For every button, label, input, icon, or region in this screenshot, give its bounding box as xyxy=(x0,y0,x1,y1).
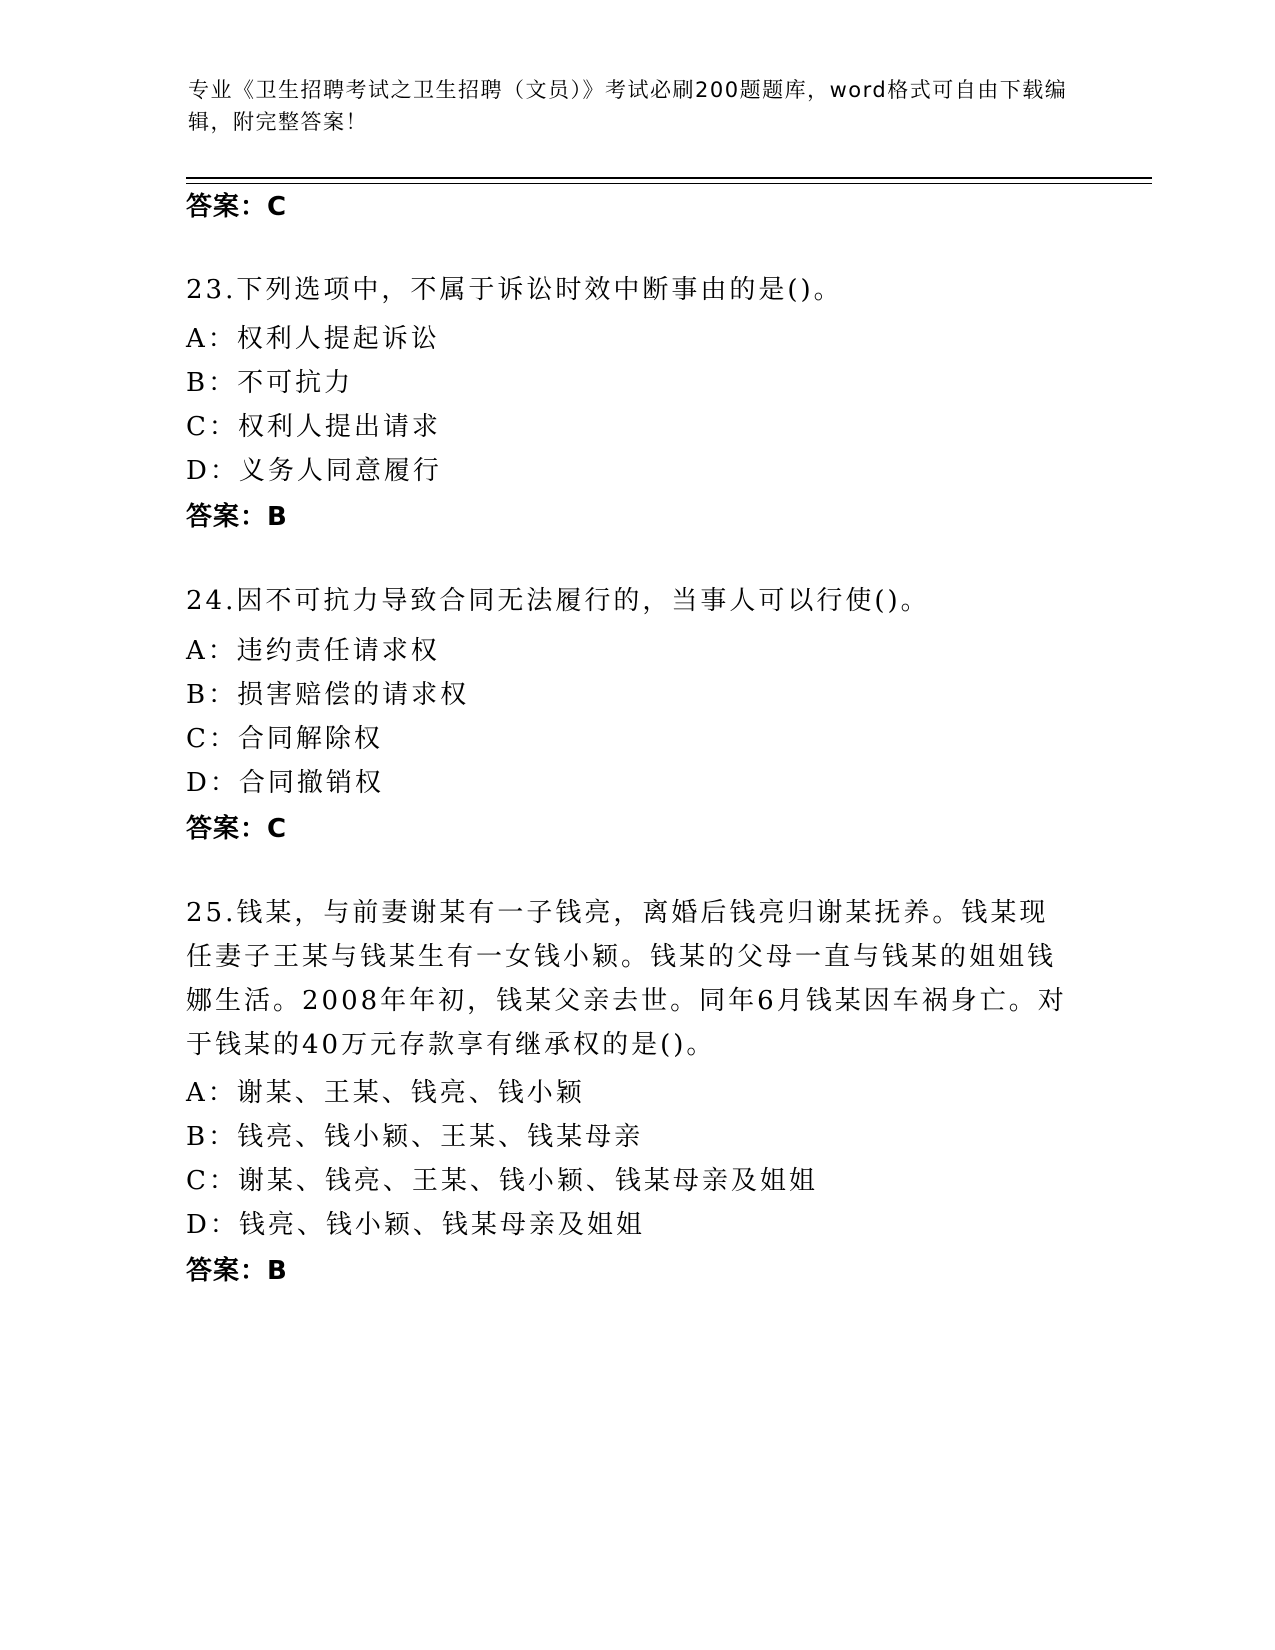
question-25-answer: 答案：B xyxy=(186,1256,288,1286)
question-24-option-a: A：违约责任请求权 xyxy=(186,636,440,666)
question-23-stem: 23.下列选项中，不属于诉讼时效中断事由的是()。 xyxy=(186,275,843,305)
question-24-option-b: B：损害赔偿的请求权 xyxy=(186,680,470,710)
question-25-option-b: B：钱亮、钱小颖、王某、钱某母亲 xyxy=(186,1122,644,1152)
question-23-option-a: A：权利人提起诉讼 xyxy=(186,324,440,354)
question-23-option-d: D：义务人同意履行 xyxy=(186,456,442,486)
question-24-answer: 答案：C xyxy=(186,814,288,844)
question-23-option-c: C：权利人提出请求 xyxy=(186,412,441,442)
answer-previous: 答案：C xyxy=(186,192,288,222)
question-24-stem: 24.因不可抗力导致合同无法履行的，当事人可以行使()。 xyxy=(186,586,930,616)
document-header: 专业《卫生招聘考试之卫生招聘（文员）》考试必刷200题题库，word格式可自由下载编辑，附完整答案！ xyxy=(188,78,1068,134)
question-23-option-b: B：不可抗力 xyxy=(186,368,354,398)
question-25-option-d: D：钱亮、钱小颖、钱某母亲及姐姐 xyxy=(186,1210,645,1240)
question-23-answer: 答案：B xyxy=(186,502,288,532)
question-24-option-c: C：合同解除权 xyxy=(186,724,383,754)
question-25-stem: 25.钱某，与前妻谢某有一子钱亮，离婚后钱亮归谢某抚养。钱某现任妻子王某与钱某生有一女钱小颖。钱某的父母一直与钱某的姐姐钱娜生活。2008年年初，钱某父亲去世。同年6月钱某因车祸身亡。对于钱某的40万元存款享有继承权的是()。 xyxy=(186,898,1067,1060)
question-25-option-c: C：谢某、钱亮、王某、钱小颖、钱某母亲及姐姐 xyxy=(186,1166,818,1196)
question-25-option-a: A：谢某、王某、钱亮、钱小颖 xyxy=(186,1078,585,1108)
question-24-option-d: D：合同撤销权 xyxy=(186,768,384,798)
header-rule-thin xyxy=(186,183,1152,184)
header-rule-thick xyxy=(186,177,1152,179)
